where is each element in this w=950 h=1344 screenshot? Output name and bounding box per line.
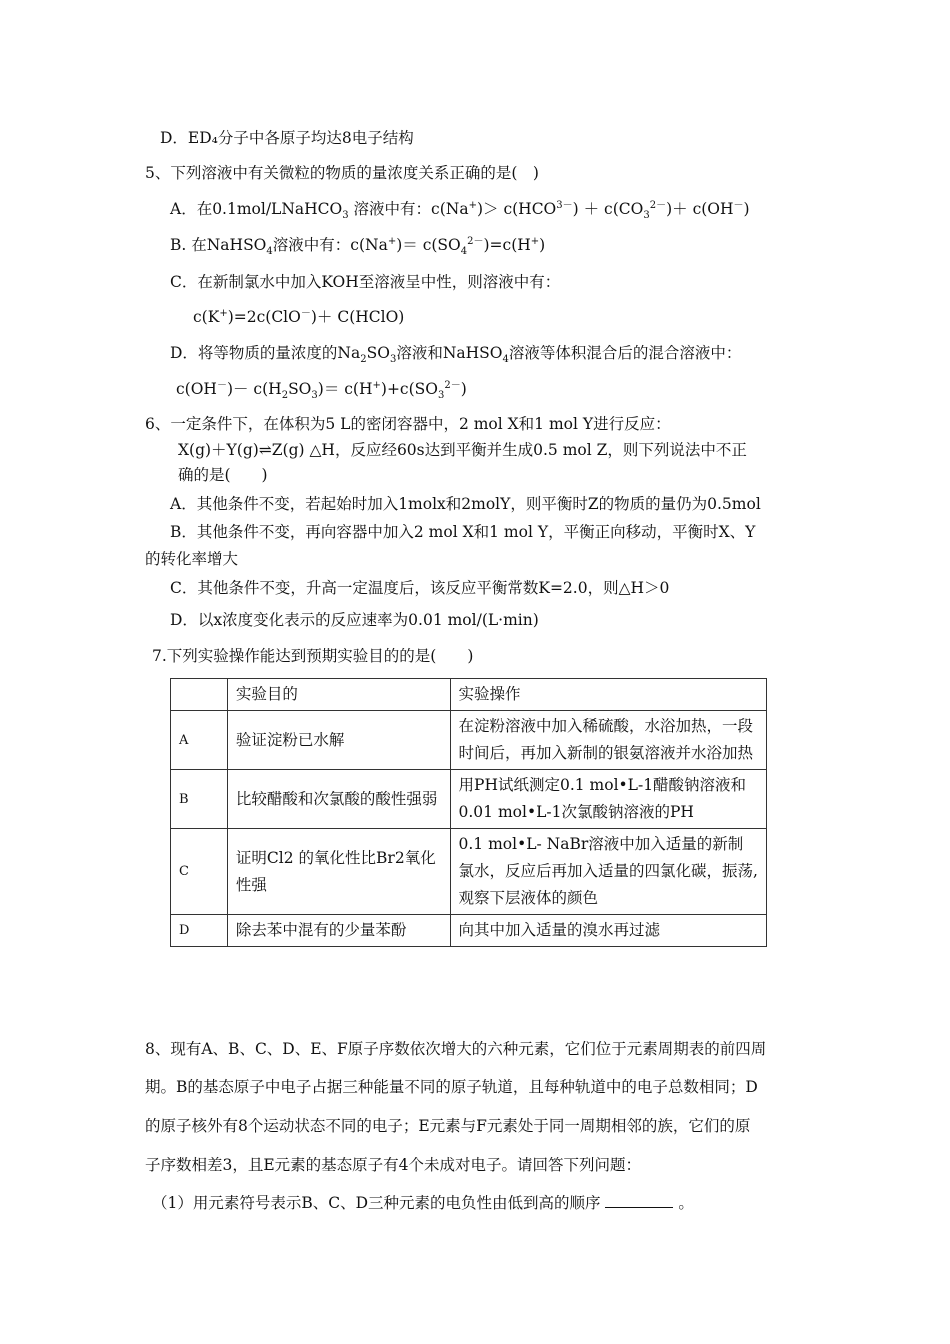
row-operation: 0.1 mol•L- NaBr溶液中加入适量的新制氯水，反应后再加入适量的四氯化碳，振荡,观察下层液体的颜色 <box>450 829 766 915</box>
q8-line2: 期。B的基态原子中电子占据三种能量不同的原子轨道，且每种轨道中的电子总数相同；D <box>145 1078 758 1096</box>
row-operation: 用PH试纸测定0.1 mol•L-1醋酸钠溶液和0.01 mol•L-1次氯酸钠溶液的PH <box>450 770 766 829</box>
q6-stem: 6、一定条件下，在体积为5 L的密闭容器中，2 mol X和1 mol Y进行反应： <box>145 415 671 433</box>
q4-option-d: D．ED₄分子中各原子均达8电子结构 <box>160 129 414 147</box>
answer-blank[interactable] <box>605 1193 673 1208</box>
q6-option-b-line1: B．其他条件不变，再向容器中加入2 mol X和1 mol Y，平衡正向移动，平衡时X、Y <box>170 523 756 541</box>
row-label: D <box>171 915 228 947</box>
table-header-cell: 实验操作 <box>450 679 766 711</box>
row-purpose: 证明Cl2 的氧化性比Br2氧化性强 <box>227 829 450 915</box>
q6-option-c: C．其他条件不变，升高一定温度后，该反应平衡常数K=2.0，则△H＞0 <box>170 579 670 597</box>
q8-line1: 8、现有A、B、C、D、E、F原子序数依次增大的六种元素，它们位于元素周期表的前四周 <box>145 1040 767 1058</box>
row-label: A <box>171 711 228 770</box>
q5-stem: 5、下列溶液中有关微粒的物质的量浓度关系正确的是( ) <box>145 164 539 182</box>
q6-stem-line2: X(g)＋Y(g)⇌Z(g) △H，反应经60s达到平衡并生成0.5 mol Z，则下列说法中不正 <box>178 441 747 459</box>
row-operation: 在淀粉溶液中加入稀硫酸，水浴加热，一段时间后，再加入新制的银氨溶液并水浴加热 <box>450 711 766 770</box>
q6-stem-line3: 确的是( ) <box>178 466 268 484</box>
table-row <box>171 770 767 829</box>
table-header-cell: 实验目的 <box>227 679 450 711</box>
row-operation: 向其中加入适量的溴水再过滤 <box>450 915 766 947</box>
experiment-table <box>170 678 767 947</box>
q5-option-a: A．在0.1mol/LNaHCO$_3$ 溶液中有：$c(Na^+)> c(HCO^{3-}) + c(CO_3^{2-})+ c(OH^-)$ <box>170 199 750 222</box>
table-header-cell <box>171 679 228 711</box>
q7-stem: 7.下列实验操作能达到预期实验目的的是( ) <box>152 647 474 665</box>
row-purpose: 验证淀粉已水解 <box>227 711 450 770</box>
row-label: C <box>171 829 228 915</box>
q5-option-b: B. 在NaHSO$_4$溶液中有：$c(Na^+)= c(SO_4^{2-})=c(H^+)$ <box>170 235 546 258</box>
q6-option-a: A．其他条件不变，若起始时加入1molx和2molY，则平衡时Z的物质的量仍为0.5mol <box>170 495 761 513</box>
table-row <box>171 829 767 915</box>
table-row <box>171 711 767 770</box>
q5-option-c-line1: C．在新制氯水中加入KOH至溶液呈中性，则溶液中有： <box>170 273 561 291</box>
table-header-row <box>171 679 767 711</box>
row-purpose: 比较醋酸和次氯酸的酸性强弱 <box>227 770 450 829</box>
table-row <box>171 915 767 947</box>
q8-sub1: （1）用元素符号表示B、C、D三种元素的电负性由低到高的顺序 。 <box>152 1194 694 1212</box>
q5-option-c-line2: c(K+)=2c(ClO－)＋ C(HClO) <box>193 307 405 326</box>
row-label: B <box>171 770 228 829</box>
q8-line3: 的原子核外有8个运动状态不同的电子；E元素与F元素处于同一周期相邻的族，它们的原 <box>145 1117 751 1135</box>
q5-option-d-line2: $c(OH^-)- c(H_2SO_3)= c(H^+)+c(SO_3^{2-})$ <box>176 379 467 402</box>
q6-option-d: D．以x浓度变化表示的反应速率为0.01 mol/(L·min) <box>170 611 539 629</box>
row-purpose: 除去苯中混有的少量苯酚 <box>227 915 450 947</box>
q6-option-b-line2: 的转化率增大 <box>145 550 239 568</box>
q5-option-d-line1: D．将等物质的量浓度的$Na_2SO_3$溶液和NaHSO$_4$溶液等体积混合后的混合溶液中： <box>170 344 742 366</box>
q8-line4: 子序数相差3，且E元素的基态原子有4个未成对电子。请回答下列问题： <box>145 1156 642 1174</box>
